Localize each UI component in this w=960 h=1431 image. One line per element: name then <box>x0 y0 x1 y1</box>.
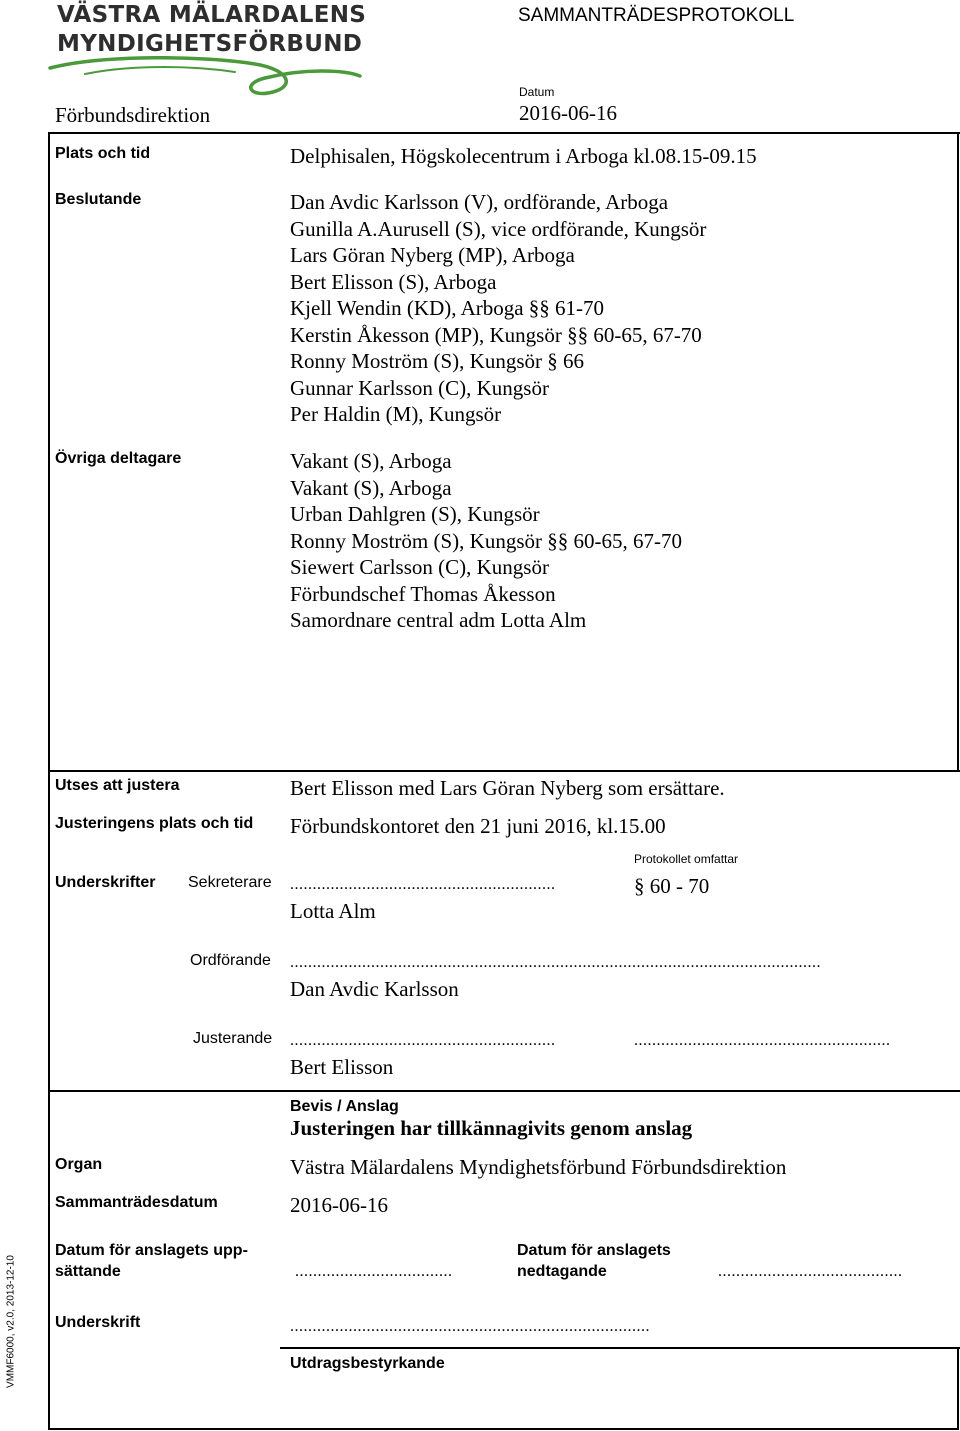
chair-label: Ordförande <box>190 952 271 969</box>
signatures-label: Underskrifter <box>55 874 156 891</box>
logo-line-2: MYNDIGHETSFÖRBUND <box>57 31 363 57</box>
adjuster-signature-line-2: ......................................................... <box>634 1032 891 1049</box>
deciding-member: Per Haldin (M), Kungsör <box>290 402 502 426</box>
notice-organ-label: Organ <box>55 1156 103 1173</box>
other-participant: Vakant (S), Arboga <box>290 475 452 500</box>
organ-title: Förbundsdirektion <box>55 103 211 127</box>
posted-date-label: Datum för anslagets upp- sättande <box>55 1242 248 1280</box>
deciding-member: Ronny Moström (S), Kungsör § 66 <box>290 349 585 373</box>
other-participant: Siewert Carlsson (C), Kungsör <box>290 555 549 579</box>
frame-right-line <box>957 132 959 772</box>
meeting-date-value: 2016-06-16 <box>290 1193 388 1217</box>
frame-left-line <box>48 132 50 1430</box>
other-participant: Vakant (S), Arboga <box>290 449 452 473</box>
frame-top-line <box>48 132 960 134</box>
extract-label: Utdragsbestyrkande <box>290 1355 445 1372</box>
adjust-place-label: Justeringens plats och tid <box>55 815 254 832</box>
other-participant: Urban Dahlgren (S), Kungsör <box>290 502 540 526</box>
notice-organ-value: Västra Mälardalens Myndighetsförbund Förbundsdirektion <box>290 1155 787 1179</box>
other-participant: Förbundschef Thomas Åkesson <box>290 581 556 606</box>
others-label: Övriga deltagare <box>55 450 182 467</box>
secretary-label: Sekreterare <box>188 874 272 891</box>
chair-name: Dan Avdic Karlsson <box>290 977 459 1001</box>
deciding-member: Gunilla A.Aurusell (S), vice ordförande, Kungsör <box>290 216 707 241</box>
form-version: VMMF6000, v2.0, 2013-12-10 <box>5 1255 17 1388</box>
posted-date-line: ................................... <box>295 1263 453 1280</box>
frame-right-line-lower <box>957 1347 959 1430</box>
utses-value: Bert Elisson med Lars Göran Nyberg som ersättare. <box>290 776 725 800</box>
place-value: Delphisalen, Högskolecentrum i Arboga kl.08.15-09.15 <box>290 144 757 168</box>
other-participant: Samordnare central adm Lotta Alm <box>290 608 587 632</box>
notice-title: Justeringen har tillkännagivits genom anslag <box>290 1116 693 1140</box>
covers-value: § 60 - 70 <box>634 874 710 898</box>
frame-divider-notice <box>48 1090 960 1092</box>
deciding-member: Kerstin Åkesson (MP), Kungsör §§ 60-65, 67-70 <box>290 322 702 347</box>
meeting-date-label: Sammanträdesdatum <box>55 1194 218 1211</box>
utses-label: Utses att justera <box>55 777 180 794</box>
adjust-place-value: Förbundskontoret den 21 juni 2016, kl.15.00 <box>290 814 666 838</box>
notice-heading: Bevis / Anslag <box>290 1098 399 1115</box>
deciding-label: Beslutande <box>55 191 142 208</box>
frame-divider-adjust <box>48 770 960 772</box>
deciding-member: Dan Avdic Karlsson (V), ordförande, Arboga <box>290 190 669 214</box>
adjuster-signature-line-1: ........................................................... <box>290 1032 556 1049</box>
date-label: Datum <box>519 85 555 99</box>
deciding-member: Lars Göran Nyberg (MP), Arboga <box>290 243 575 267</box>
removed-date-line: ......................................... <box>718 1263 903 1280</box>
deciding-list <box>290 189 706 428</box>
notice-signature-line: ................................................................................ <box>290 1318 650 1335</box>
secretary-name: Lotta Alm <box>290 899 376 923</box>
notice-signature-label: Underskrift <box>55 1314 141 1331</box>
other-participant: Ronny Moström (S), Kungsör §§ 60-65, 67-70 <box>290 528 682 553</box>
covers-label: Protokollet omfattar <box>634 852 739 866</box>
adjuster-label: Justerande <box>193 1030 273 1047</box>
deciding-member: Bert Elisson (S), Arboga <box>290 269 497 294</box>
deciding-member: Kjell Wendin (KD), Arboga §§ 61-70 <box>290 296 605 320</box>
removed-date-label: Datum för anslagets nedtagande <box>517 1242 671 1280</box>
date-value: 2016-06-16 <box>519 101 617 125</box>
chair-signature-line: ...................................................................................................................... <box>290 954 821 971</box>
logo-line-1: VÄSTRA MÄLARDALENS <box>57 2 367 28</box>
deciding-member: Gunnar Karlsson (C), Kungsör <box>290 375 549 400</box>
frame-divider-extract <box>280 1347 960 1349</box>
adjuster-name: Bert Elisson <box>290 1055 394 1079</box>
secretary-signature-line: ........................................................... <box>290 876 556 893</box>
others-list <box>290 448 682 634</box>
logo-swoosh-icon <box>45 56 365 106</box>
place-label: Plats och tid <box>55 145 151 162</box>
document-type: SAMMANTRÄDESPROTOKOLL <box>518 5 795 26</box>
frame-bottom-line <box>48 1428 959 1430</box>
